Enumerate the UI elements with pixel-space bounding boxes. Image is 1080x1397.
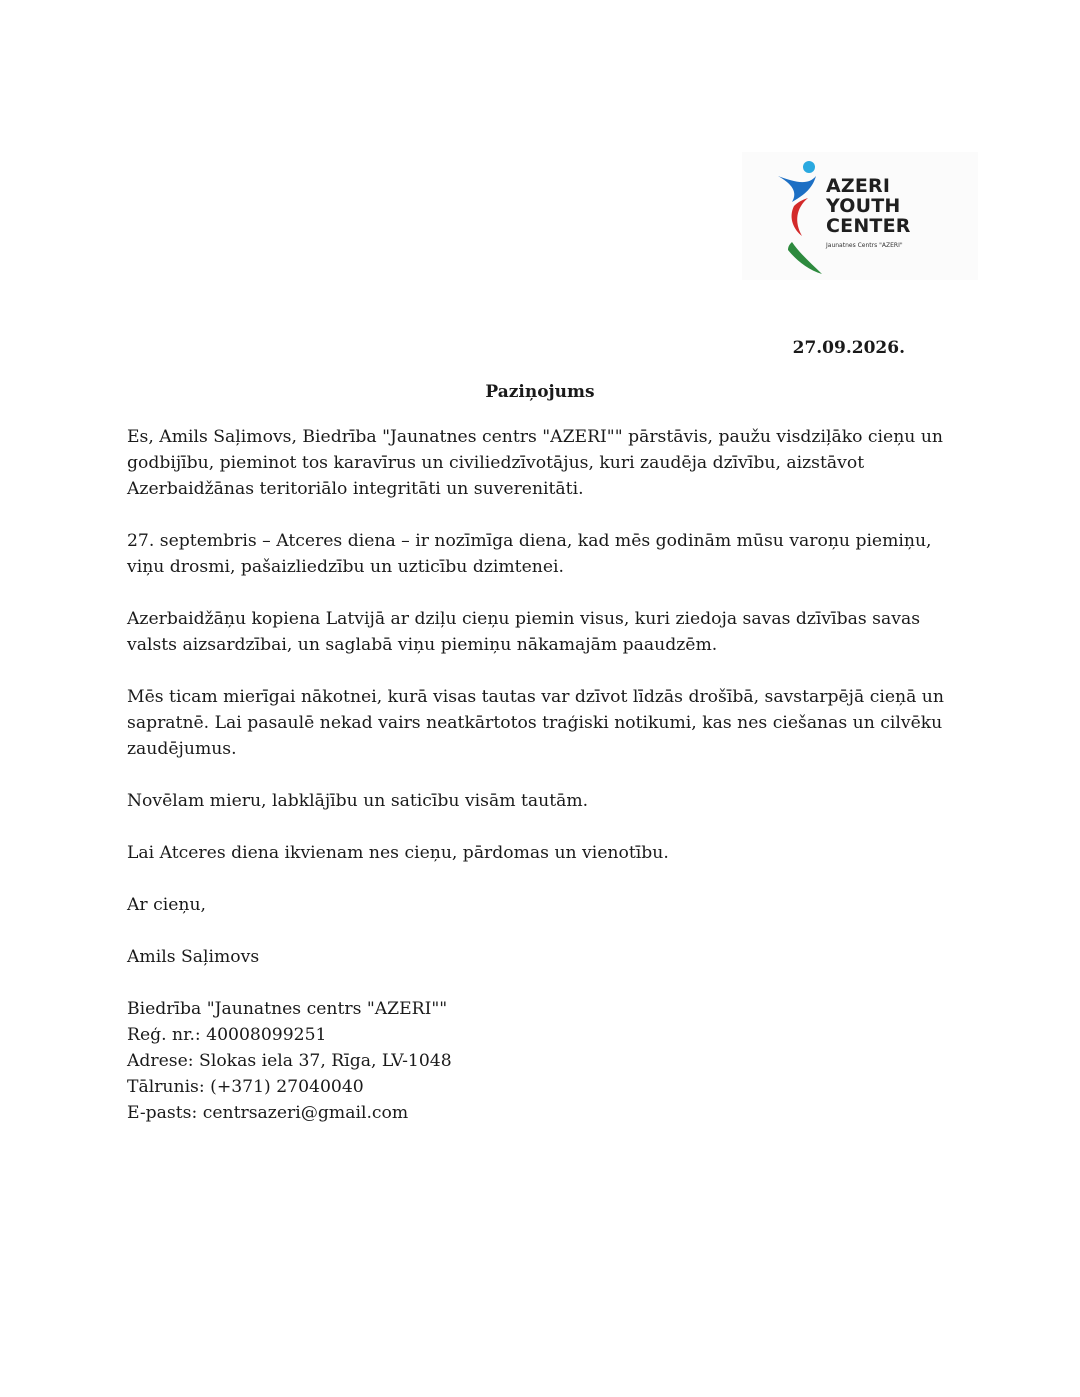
logo-wordmark [826, 176, 911, 249]
contact-org: Biedrība "Jaunatnes centrs "AZERI"" [127, 999, 448, 1019]
contact-email: E-pasts: centrsazeri@gmail.com [127, 1103, 409, 1123]
contact-phone: Tālrunis: (+371) 27040040 [127, 1077, 364, 1097]
paragraph: Es, Amils Saļimovs, Biedrība "Jaunatnes centrs "AZERI"" pārstāvis, paužu visdziļāko cieņu un godbijību, pieminot tos karavīrus un civiliedzīvotājus, kuri zaudēja dzīvību, aizstāvot Azerbaidžānas teritoriālo integritāti un suverenitāti. [127, 427, 943, 499]
paragraph: Lai Atceres diena ikvienam nes cieņu, pārdomas un vienotību. [127, 843, 669, 863]
logo-line-youth: YOUTH [826, 195, 901, 217]
paragraph: Azerbaidžāņu kopiena Latvijā ar dziļu cieņu piemin visus, kuri ziedoja savas dzīvības savas valsts aizsardzībai, un saglabā viņu piemiņu nākamajām paaudzēm. [127, 609, 921, 655]
paragraph: 27. septembris – Atceres diena – ir nozīmīga diena, kad mēs godinām mūsu varoņu piemiņu, viņu drosmi, pašaizliedzību un uzticību dzimtenei. [127, 531, 932, 577]
closing: Ar cieņu, [127, 895, 206, 915]
logo-line-azeri: AZERI [826, 175, 891, 197]
contact-address: Adrese: Slokas iela 37, Rīga, LV-1048 [127, 1051, 452, 1071]
paragraph: Novēlam mieru, labklājību un saticību visām tautām. [127, 791, 589, 811]
document-date: 27.09.2026. [792, 338, 905, 358]
document-body [127, 424, 957, 1126]
document-title: Paziņojums [485, 382, 595, 402]
logo-subtitle: Jaunatnes Centrs "AZERI" [826, 242, 903, 249]
signature-name: Amils Saļimovs [127, 947, 260, 967]
azeri-youth-center-logo [742, 152, 978, 280]
contact-reg: Reģ. nr.: 40008099251 [127, 1025, 327, 1045]
logo-line-center: CENTER [826, 215, 911, 237]
logo-emblem-icon [772, 156, 832, 276]
contact-block [127, 996, 957, 1126]
paragraph: Mēs ticam mierīgai nākotnei, kurā visas tautas var dzīvot līdzās drošībā, savstarpējā cieņā un sapratnē. Lai pasaulē nekad vairs neatkārtotos traģiski notikumi, kas nes ciešanas un cilvēku zaudējumus. [127, 687, 944, 759]
